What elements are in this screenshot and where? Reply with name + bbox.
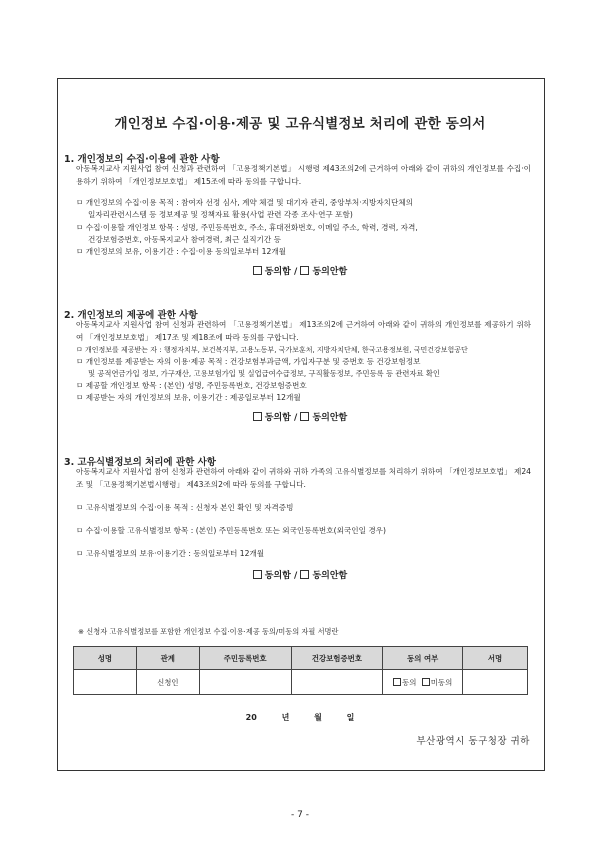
section-2-item: 및 공적연금가입 정보, 가구재산, 고용보험가입 및 실업급여수급정보, 구직활동정보, 주민등록 등 관련자료 확인 — [88, 369, 440, 378]
disagree-label: 동의안함 — [312, 267, 348, 277]
col-header-relation: 관계 — [136, 647, 199, 670]
col-header-rrn: 주민등록번호 — [199, 647, 291, 670]
agree-label: 동의함 — [264, 413, 291, 423]
page-number: - 7 - — [291, 810, 309, 820]
section-1-item: 건강보험증번호, 아동복지교사 참여경력, 최근 실직기간 등 — [88, 235, 281, 244]
section-1-item: 일자리관련시스템 등 정보제공 및 정책자료 활용(사업 관련 각종 조사·연구 포함) — [88, 210, 353, 219]
section-2-intro: 아동복지교사 지원사업 참여 신청과 관련하여 「고용정책기본법」 제13조의2에 근거하여 아래와 같이 귀하의 개인정보를 제공하기 위하여 「개인정보보호법」 제17조 및 제18조에 따라 동의를 구합니다. — [76, 320, 531, 342]
agree-label: 동의함 — [264, 267, 291, 277]
section-2-item: ㅁ 개인정보를 제공받는 자 : 행정자치부, 보건복지부, 고용노동부, 국가보훈처, 지방자치단체, 한국고용정보원, 국민건강보험공단 — [76, 346, 468, 354]
relation-cell: 신청인 — [136, 670, 199, 695]
table-row — [74, 670, 528, 695]
disagree-label: 동의안함 — [312, 571, 348, 581]
agree-checkbox[interactable] — [253, 412, 262, 421]
section-1-item: ㅁ 개인정보의 보유, 이용기간 : 수집·이용 동의일로부터 12개월 — [76, 247, 286, 256]
signature-cell[interactable] — [463, 670, 528, 695]
health-no-cell[interactable] — [291, 670, 383, 695]
separator: / — [294, 267, 298, 277]
section-2-item: ㅁ 제공할 개인정보 항목 : (본인) 성명, 주민등록번호, 건강보험증번호 — [76, 381, 307, 390]
section-3-item: ㅁ 고유식별정보의 보유·이용기간 : 동의일로부터 12개월 — [76, 549, 265, 558]
table-agree-label: 동의 — [402, 677, 417, 687]
section-3-intro: 아동복지교사 지원사업 참여 신청과 관련하여 아래와 같이 귀하와 귀하 가족의 고유식별정보를 처리하기 위하여 「개인정보보호법」 제24조 및 「고용정책기본법시행령」 제43조의2에 따라 동의를 구합니다. — [76, 467, 531, 489]
disagree-label: 동의안함 — [312, 413, 348, 423]
table-header-row — [74, 647, 528, 670]
separator: / — [294, 571, 298, 581]
section-3-heading: 3. 고유식별정보의 처리에 관한 사항 — [64, 457, 216, 468]
table-disagree-label: 미동의 — [430, 677, 453, 687]
section-1-heading: 1. 개인정보의 수집·이용에 관한 사항 — [64, 154, 220, 165]
disagree-checkbox[interactable] — [300, 570, 309, 579]
recipient: 부산광역시 동구청장 귀하 — [416, 736, 530, 747]
agree-checkbox[interactable] — [253, 266, 262, 275]
date-line: 20 년 월 일 — [245, 713, 355, 722]
signature-table — [73, 646, 528, 695]
section-3-item: ㅁ 고유식별정보의 수집·이용 목적 : 신청자 본인 확인 및 자격증빙 — [76, 503, 294, 512]
table-agree-checkbox[interactable] — [393, 678, 401, 686]
separator: / — [294, 413, 298, 423]
consent-cell — [383, 670, 463, 695]
section-2-item: ㅁ 개인정보를 제공받는 자의 이용·제공 목적 : 건강보험부과금액, 가입자구분 및 증번호 등 건강보험정보 — [76, 357, 421, 366]
section-1-item: ㅁ 수집·이용할 개인정보 항목 : 성명, 주민등록번호, 주소, 휴대전화번호, 이메일 주소, 학력, 경력, 자격, — [76, 223, 418, 232]
disagree-checkbox[interactable] — [300, 266, 309, 275]
rrn-cell[interactable] — [199, 670, 291, 695]
name-cell[interactable] — [74, 670, 137, 695]
col-header-signature: 서명 — [463, 647, 528, 670]
section-3-item: ㅁ 수집·이용할 고유식별정보 항목 : (본인) 주민등록번호 또는 외국인등록번호(외국인일 경우) — [76, 526, 386, 535]
agree-label: 동의함 — [264, 571, 291, 581]
section-1-intro: 아동복지교사 지원사업 참여 신청과 관련하여 「고용정책기본법」 시행령 제43조의2에 근거하여 아래와 같이 귀하의 개인정보를 수집·이용하기 위하여 「개인정보보호법」 제15조에 따라 동의를 구합니다. — [76, 164, 531, 186]
section-1-item: ㅁ 개인정보의 수집·이용 목적 : 참여자 선정 심사, 계약 체결 및 대기자 관리, 중앙부처·지방자치단체의 — [76, 198, 414, 207]
section-2-heading: 2. 개인정보의 제공에 관한 사항 — [64, 310, 198, 321]
section-2-item: ㅁ 제공받는 자의 개인정보의 보유, 이용기간 : 제공일로부터 12개월 — [76, 393, 301, 402]
col-header-health-no: 건강보험증번호 — [291, 647, 383, 670]
table-disagree-checkbox[interactable] — [422, 678, 430, 686]
col-header-consent: 동의 여부 — [383, 647, 463, 670]
section-3-consent — [0, 568, 600, 581]
agree-checkbox[interactable] — [253, 570, 262, 579]
section-2-consent — [0, 410, 600, 423]
col-header-name: 성명 — [74, 647, 137, 670]
disagree-checkbox[interactable] — [300, 412, 309, 421]
signature-note: ※ 신청자 고유식별정보를 포함한 개인정보 수집·이용·제공 동의/미동의 자필 서명란 — [78, 627, 339, 636]
document-title: 개인정보 수집·이용·제공 및 고유식별정보 처리에 관한 동의서 — [114, 116, 486, 132]
section-1-consent — [0, 264, 600, 277]
